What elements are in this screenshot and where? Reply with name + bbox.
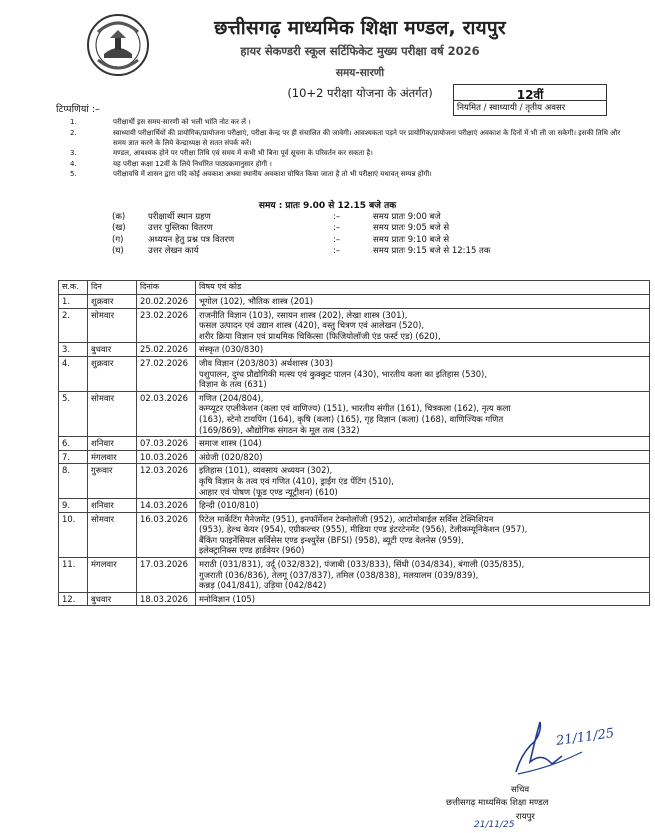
cell-serial: 4. — [59, 356, 88, 391]
cell-day: बुधवार — [88, 343, 137, 357]
exam-timing: समय : प्रातः 9.00 से 12.15 बजे तक — [258, 201, 397, 211]
subject-line: (163), स्टेनो टायपिंग (164), कृषि (कला) (165), गृह विज्ञान (कला) (168), वाणिज्यिक गणित — [199, 413, 504, 424]
note-text: परीक्षावधि में शासन द्वारा यदि कोई अवकाश अथवा स्थानीय अवकाश घोषित किया जाता है तो भी परीक्षाएं यथावत् सम्पन्न होंगी। — [113, 170, 432, 178]
header-subject: विषय एवं कोड — [196, 281, 650, 295]
schedule-dash: :– — [333, 234, 341, 245]
schedule-row — [112, 246, 532, 257]
doc-type: समय-सारणी — [335, 67, 385, 79]
cell-serial: 5. — [59, 391, 88, 436]
schedule-dash: :– — [333, 212, 341, 222]
cell-serial: 11. — [59, 558, 88, 593]
header-day: दिन — [88, 281, 137, 295]
cell-serial: 10. — [59, 512, 88, 557]
subject-line: कम्प्यूटर एप्लीकेशन (कला एवं वाणिज्य) (151), भारतीय संगीत (161), चित्रकला (162), नृत्य कला — [199, 403, 511, 414]
cell-subjects — [196, 450, 650, 464]
cell-date: 12.03.2026 — [137, 464, 196, 499]
subject-line: राजनीति विज्ञान (103), रसायन शास्त्र (202), लेखा शास्त्र (301), — [199, 309, 408, 320]
table-body — [59, 295, 650, 606]
schedule-time: समय प्रातः 9:00 बजे — [373, 212, 441, 222]
cell-day: मंगलवार — [88, 558, 137, 593]
subject-line: मनोविज्ञान (105) — [199, 593, 256, 604]
subject-line: अंग्रेजी (020/820) — [199, 451, 263, 462]
signatory-org: छत्तीसगढ़ माध्यमिक शिक्षा मण्डल — [446, 798, 549, 808]
cell-subjects — [196, 512, 650, 557]
board-logo — [86, 12, 150, 78]
note-number: 2. — [70, 128, 77, 137]
cell-day: शनिवार — [88, 499, 137, 513]
schedule-row — [112, 235, 532, 246]
subject-line: पशुपालन, दुग्ध प्रौद्योगिकी मत्स्य एवं कुक्कुट पालन (430), भारतीय कला का इतिहास (530), — [199, 368, 487, 379]
subject-line: आहार एवं पोषण (फूड एण्ड न्यूट्रीशन) (610) — [199, 486, 338, 497]
notes-list — [70, 117, 630, 180]
cell-serial: 1. — [59, 295, 88, 309]
exam-scheme: (10+2 परीक्षा योजना के अंतर्गत) — [287, 86, 433, 100]
cell-day: सोमवार — [88, 512, 137, 557]
cell-serial: 7. — [59, 450, 88, 464]
subject-line: विज्ञान के तत्व (631) — [199, 379, 267, 390]
cell-day: शुक्रवार — [88, 356, 137, 391]
signatory-place: रायपुर — [516, 812, 535, 822]
board-title: छत्तीसगढ़ माध्यमिक शिक्षा मण्डल, रायपुर — [214, 17, 506, 39]
cell-day: सोमवार — [88, 391, 137, 436]
note-item — [70, 128, 630, 148]
cell-subjects — [196, 343, 650, 357]
subject-line: (953), हेल्थ केयर (954), एग्रीकल्चर (955), मीडिया एण्ड इंटरटेनमेंट (956), टेलीकम्यूनिकेशन (957), — [199, 524, 528, 535]
cell-day: शनिवार — [88, 437, 137, 451]
note-number: 5. — [70, 170, 77, 178]
time-schedule — [112, 212, 532, 257]
cell-serial: 6. — [59, 437, 88, 451]
cell-day: मंगलवार — [88, 450, 137, 464]
signature-date: 21/11/25 — [555, 726, 616, 749]
cell-date: 14.03.2026 — [137, 499, 196, 513]
subject-line: इतिहास (101), व्यवसाय अध्ययन (302), — [199, 465, 333, 476]
table-row — [59, 450, 650, 464]
cell-subjects — [196, 592, 650, 606]
table-row — [59, 499, 650, 513]
cell-date: 02.03.2026 — [137, 391, 196, 436]
subject-line: कन्नड़ (041/841), उड़िया (042/842) — [199, 580, 327, 591]
table-header-row — [59, 281, 650, 295]
note-item — [70, 159, 630, 169]
note-text: परीक्षार्थी इस समय-सारणी को भली भांति नोट कर लें । — [113, 118, 251, 126]
cell-date: 25.02.2026 — [137, 343, 196, 357]
schedule-key: (ख) — [112, 223, 126, 234]
table-row — [59, 592, 650, 606]
cell-subjects — [196, 295, 650, 309]
table-row — [59, 464, 650, 499]
subject-line: समाज शास्त्र (104) — [199, 438, 262, 449]
cell-date: 16.03.2026 — [137, 512, 196, 557]
subject-line: रिटेल मार्केटिंग मैनेजमेंट (951), इनफॉर्मेशन टेक्नोलॉजी (952), आटोमोबाईल सर्विस टेक्निशियन — [199, 513, 494, 524]
cell-subjects — [196, 308, 650, 343]
note-number: 3. — [70, 149, 77, 157]
exam-subtitle: हायर सेकण्डरी स्कूल सर्टिफिकेट मुख्य परीक्षा वर्ष 2026 — [240, 44, 480, 58]
class-label: 12वीं — [516, 88, 544, 102]
subject-line: शरीर क्रिया विज्ञान एवं प्राथमिक चिकित्सा (फिजियोलॉजी एंड फर्स्ट एड) (620), — [199, 330, 441, 341]
note-text: यह परीक्षा कक्षा 12वीं के लिये निर्धारित पाठ्यक्रमानुसार होगी । — [113, 159, 272, 168]
table-row — [59, 308, 650, 343]
schedule-key: (घ) — [112, 245, 124, 256]
schedule-row — [112, 212, 532, 223]
table-row — [59, 356, 650, 391]
cell-date: 17.03.2026 — [137, 558, 196, 593]
cell-subjects — [196, 464, 650, 499]
note-item — [70, 169, 630, 179]
cell-day: शुक्रवार — [88, 295, 137, 309]
table-row — [59, 558, 650, 593]
subject-line: संस्कृत (030/830) — [199, 344, 264, 355]
note-text: स्वाध्यायी परीक्षार्थियों की प्रायोगिक/प्रायोजना परीक्षाएं, परीक्षा केन्द्र पर ही संचालित की जावेगी। आवश्यकता पड़ने पर प्रायोगिक/प्रायोजना परीक्षाएं अवकाश के दिनों में भी ली जा सकेगी। इसकी तिथि और समय ज्ञात करने के लिये केन्द्राध्यक्ष से सतत संपर्क करें। — [113, 128, 621, 147]
cell-date: 18.03.2026 — [137, 592, 196, 606]
cell-serial: 9. — [59, 499, 88, 513]
schedule-time: समय प्रातः 9:05 बजे से — [373, 223, 450, 234]
cell-day: गुरूवार — [88, 464, 137, 499]
cell-day: बुधवार — [88, 592, 137, 606]
cell-subjects — [196, 499, 650, 513]
subject-line: फसल उत्पादन एवं उद्यान शास्त्र (420), वस्तु चित्रण एवं आलेखन (520), — [199, 320, 424, 331]
subject-line: गणित (204/804), — [199, 392, 264, 403]
subject-line: इलेक्ट्रानिक्स एण्ड हार्डवेयर (960) — [199, 545, 305, 556]
cell-date: 07.03.2026 — [137, 437, 196, 451]
schedule-dash: :– — [333, 245, 341, 256]
subject-line: (169/869), औद्योगिक संगठन के मूल तत्व (332) — [199, 424, 360, 435]
note-number: 4. — [70, 159, 77, 168]
table-row — [59, 512, 650, 557]
note-text: मण्डल, आवश्यक होने पर परीक्षा तिथि एवं समय में कभी भी बिना पूर्व सूचना के परिवर्तन कर सकता है। — [113, 149, 373, 157]
note-item — [70, 148, 630, 158]
cell-serial: 2. — [59, 308, 88, 343]
table-row — [59, 295, 650, 309]
schedule-key: (ग) — [112, 234, 124, 245]
subject-line: भूगोल (102), भौतिक शास्त्र (201) — [199, 296, 313, 306]
cell-subjects — [196, 437, 650, 451]
class-box — [453, 84, 607, 116]
schedule-activity: अध्ययन हेतु प्रश्न पत्र वितरण — [148, 234, 235, 245]
stamp-date — [474, 812, 518, 832]
signatory-title: सचिव — [511, 785, 530, 795]
cell-day: सोमवार — [88, 308, 137, 343]
table-row — [59, 343, 650, 357]
subject-line: जीव विज्ञान (203/803) अर्थशास्त्र (303) — [199, 357, 334, 368]
schedule-dash: :– — [333, 223, 341, 234]
cell-serial: 12. — [59, 592, 88, 606]
subject-line: बैंकिंग फाइनेंसियल सर्विसेस एण्ड इन्श्युरेंस (BFSI) (958), ब्यूटी एण्ड वेलनेस (959), — [199, 534, 464, 545]
cell-serial: 3. — [59, 343, 88, 357]
schedule-key: (क) — [112, 212, 126, 222]
header-serial: स.क. — [59, 281, 88, 295]
subject-line: कृषि विज्ञान के तत्व एवं गणित (410), ड्राईंग एंड पेंटिंग (510), — [199, 475, 394, 486]
cell-subjects — [196, 356, 650, 391]
stamp-date-text: 21/11/25 — [474, 820, 515, 830]
cell-date: 27.02.2026 — [137, 356, 196, 391]
signature — [512, 712, 624, 784]
subject-line: मराठी (031/831), उर्दू (032/832), पंजाबी (033/833), सिंधी (034/834), बंगाली (035/835), — [199, 559, 525, 570]
schedule-activity: उत्तर लेखन कार्य — [148, 245, 199, 256]
header-date: दिनांक — [137, 281, 196, 295]
cell-subjects — [196, 558, 650, 593]
cell-serial: 8. — [59, 464, 88, 499]
schedule-time: समय प्रातः 9:10 बजे से — [373, 234, 450, 245]
exam-mode: नियमित / स्वाध्यायी / तृतीय अवसर — [454, 100, 606, 114]
subject-line: हिन्दी (010/810) — [199, 500, 259, 511]
schedule-activity: उत्तर पुस्तिका वितरण — [148, 223, 213, 234]
exam-timetable — [58, 280, 650, 606]
table-row — [59, 437, 650, 451]
cell-date: 23.02.2026 — [137, 308, 196, 343]
note-number: 1. — [70, 118, 77, 126]
schedule-row — [112, 223, 532, 234]
cell-date: 10.03.2026 — [137, 450, 196, 464]
notes-title: टिप्पणियां :– — [56, 104, 100, 115]
note-item — [70, 117, 630, 127]
cell-subjects — [196, 391, 650, 436]
cell-date: 20.02.2026 — [137, 295, 196, 309]
table-row — [59, 391, 650, 436]
schedule-activity: परीक्षार्थी स्थान ग्रहण — [148, 212, 211, 222]
schedule-time: समय प्रातः 9:15 बजे से 12:15 तक — [373, 245, 491, 256]
subject-line: गुजराती (036/836), तेलगू (037/837), तमिल (038/838), मलयालम (039/839), — [199, 569, 479, 580]
